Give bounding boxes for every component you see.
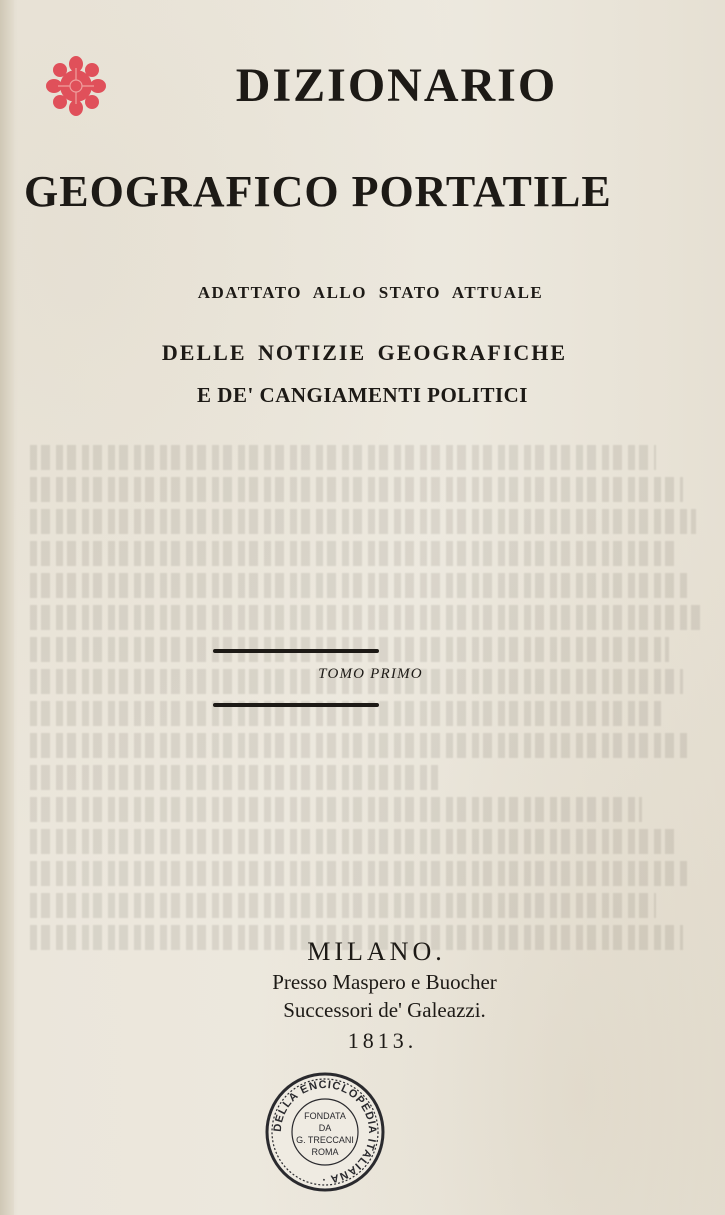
svg-text:DELLA ENCICLOPEDIA ITALIANA ·: DELLA ENCICLOPEDIA ITALIANA · (271, 1078, 379, 1186)
svg-text:G. TRECCANI: G. TRECCANI (296, 1135, 354, 1145)
imprint-publisher: Presso Maspero e Buocher (272, 970, 497, 994)
book-title: DIZIONARIO (235, 59, 558, 112)
imprint-city: MILANO. (307, 937, 446, 966)
book-subtitle: GEOGRAFICO PORTATILE (24, 167, 612, 216)
divider-rule-top (213, 649, 379, 653)
volume-label: TOMO PRIMO (318, 666, 423, 682)
divider-rule-bottom (213, 703, 379, 707)
description-line-3: E DE' CANGIAMENTI POLITICI (197, 383, 528, 407)
description-line-1: ADATTATO ALLO STATO ATTUALE (197, 283, 544, 302)
imprint-year: 1813. (347, 1028, 418, 1053)
imprint-successors: Successori de' Galeazzi. (283, 998, 486, 1022)
description-line-2: DELLE NOTIZIE GEOGRAFICHE (161, 340, 568, 365)
svg-text:DA: DA (318, 1123, 332, 1133)
svg-text:ROMA: ROMA (311, 1147, 339, 1157)
library-stamp-icon (263, 1069, 387, 1195)
svg-text:FONDATA: FONDATA (304, 1111, 346, 1121)
